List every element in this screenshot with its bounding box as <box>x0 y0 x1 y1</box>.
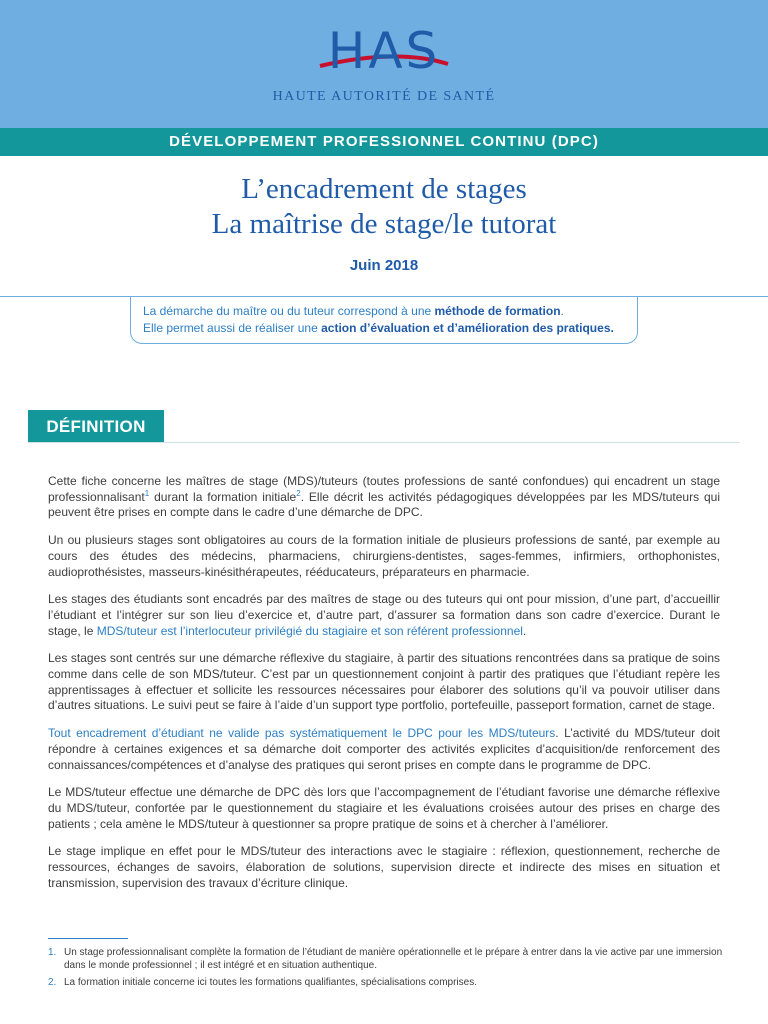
footnote <box>48 946 724 972</box>
header-band <box>0 0 768 128</box>
highlight-text: Tout encadrement d’étudiant ne valide pas systématiquement le DPC pour les MDS/tuteurs <box>48 726 556 741</box>
title-line-1: L’encadrement de stages <box>241 173 527 205</box>
page-title <box>0 172 768 242</box>
title-line-2: La maîtrise de stage/le tutorat <box>211 208 557 240</box>
highlight-text: MDS/tuteur est l’interlocuteur privilégié du stagiaire et son référent professionnel <box>96 623 523 638</box>
paragraph <box>48 726 720 773</box>
footnotes <box>48 946 724 993</box>
text: . Elle décrit les activités pédagogiques développées par les MDS/tuteurs qui peuvent être prises en compte dans le cadre d’une démarche de DPC. <box>48 489 720 520</box>
footnote-text: La formation initiale concerne ici toutes les formations qualifiantes, spécialisations comprises. <box>64 977 477 988</box>
footnote-number: 2. <box>48 977 57 988</box>
footnote <box>48 976 724 989</box>
paragraph: Les stages sont centrés sur une démarche réflexive du stagiaire, à partir des situations rencontrées dans sa pratique de soins comme dans celle de son MDS/tuteur. C’est par un questionnement conjoint à partir des pratiques que l’étudiant repère les apprentissages à effectuer et sollicite les ressources nécessaires pour élaborer des solutions qu’il va pouvoir utiliser dans d’autres situations. Le suivi peut se faire à l’aide d’un support type portfolio, portefeuille, passeport formation, carnet de stage. <box>48 651 720 713</box>
paragraph <box>48 592 720 639</box>
paragraph: Le stage implique en effet pour le MDS/tuteur des interactions avec le stagiaire : réflexion, questionnement, recherche de ressources, échanges de savoirs, élaboration de solutions, supervision directe et indirecte des mises en situation et transmission, supervision des travaux d’écriture clinique. <box>48 844 720 890</box>
intro-box <box>130 296 638 344</box>
logo-letters: HAS <box>327 22 441 80</box>
intro-text: . <box>560 304 564 318</box>
body-text <box>48 474 720 903</box>
text: . L’activité du MDS/tuteur doit répondre à certaines exigences et sa démarche doit comporter des activités explicites d’acquisition/de renforcement des connaissances/compétences et d’analyse des pratiques qui seront prises en compte dans le programme de DPC. <box>48 726 720 772</box>
publication-date: Juin 2018 <box>349 257 419 274</box>
footnote-text: Un stage professionnalisant complète la formation de l’étudiant de manière opérationnelle et le prépare à entrer dans la vie active par une immersion dans le monde professionnel ; il est intégré et en situation authentique. <box>64 947 723 971</box>
intro-emphasis: action d’évaluation et d’amélioration des pratiques. <box>321 321 614 335</box>
footnote-number: 1. <box>48 947 57 958</box>
text: Cette fiche concerne les maîtres de stage (MDS)/tuteurs (toutes professions de santé confondues) qui encadrent un stage professionnalisant <box>48 474 720 504</box>
organization-name: HAUTE AUTORITÉ DE SANTÉ <box>272 89 496 104</box>
intro-emphasis: méthode de formation <box>434 304 561 318</box>
has-logo <box>258 20 510 112</box>
text: durant la formation initiale <box>149 489 297 504</box>
section-rule <box>28 442 740 443</box>
intro-line-1 <box>143 303 627 320</box>
footnote-ref[interactable]: 1 <box>144 488 150 498</box>
paragraph: Un ou plusieurs stages sont obligatoires au cours de la formation initiale de plusieurs professions de santé, par exemple au cours des études des médecins, pharmaciens, chirurgiens-dentistes, sages-femmes, infirmiers, orthophonistes, audioprothésistes, masseurs-kinésithérapeutes, rééducateurs, préparateurs en pharmacie. <box>48 533 720 579</box>
footnote-ref[interactable]: 2 <box>296 488 301 498</box>
dpc-banner: DÉVELOPPEMENT PROFESSIONNEL CONTINU (DPC) <box>0 128 768 156</box>
paragraph: Le MDS/tuteur effectue une démarche de DPC dès lors que l’accompagnement de l’étudiant favorise une démarche réflexive du MDS/tuteur, confortée par le questionnement du stagiaire et les évaluations croisées autour des prises en charge des patients ; cela amène le MDS/tuteur à questionner sa propre pratique de soins et à chercher à l’améliorer. <box>48 785 720 831</box>
intro-text: Elle permet aussi de réaliser une <box>143 321 322 335</box>
paragraph <box>48 474 720 521</box>
section-heading: DÉFINITION <box>28 410 164 443</box>
text: . <box>522 623 527 638</box>
intro-line-2 <box>143 320 627 337</box>
text: Les stages des étudiants sont encadrés par des maîtres de stage ou des tuteurs qui ont pour mission, d’une part, d’accueillir l’étudiant et l’intégrer sur son lieu d’exercice et, d’autre part, d’assurer sa formation dans son cadre d’exercice. Durant le stage, le <box>48 592 720 638</box>
footnote-rule <box>48 938 128 939</box>
intro-text: La démarche du maître ou du tuteur correspond à une <box>143 304 435 318</box>
